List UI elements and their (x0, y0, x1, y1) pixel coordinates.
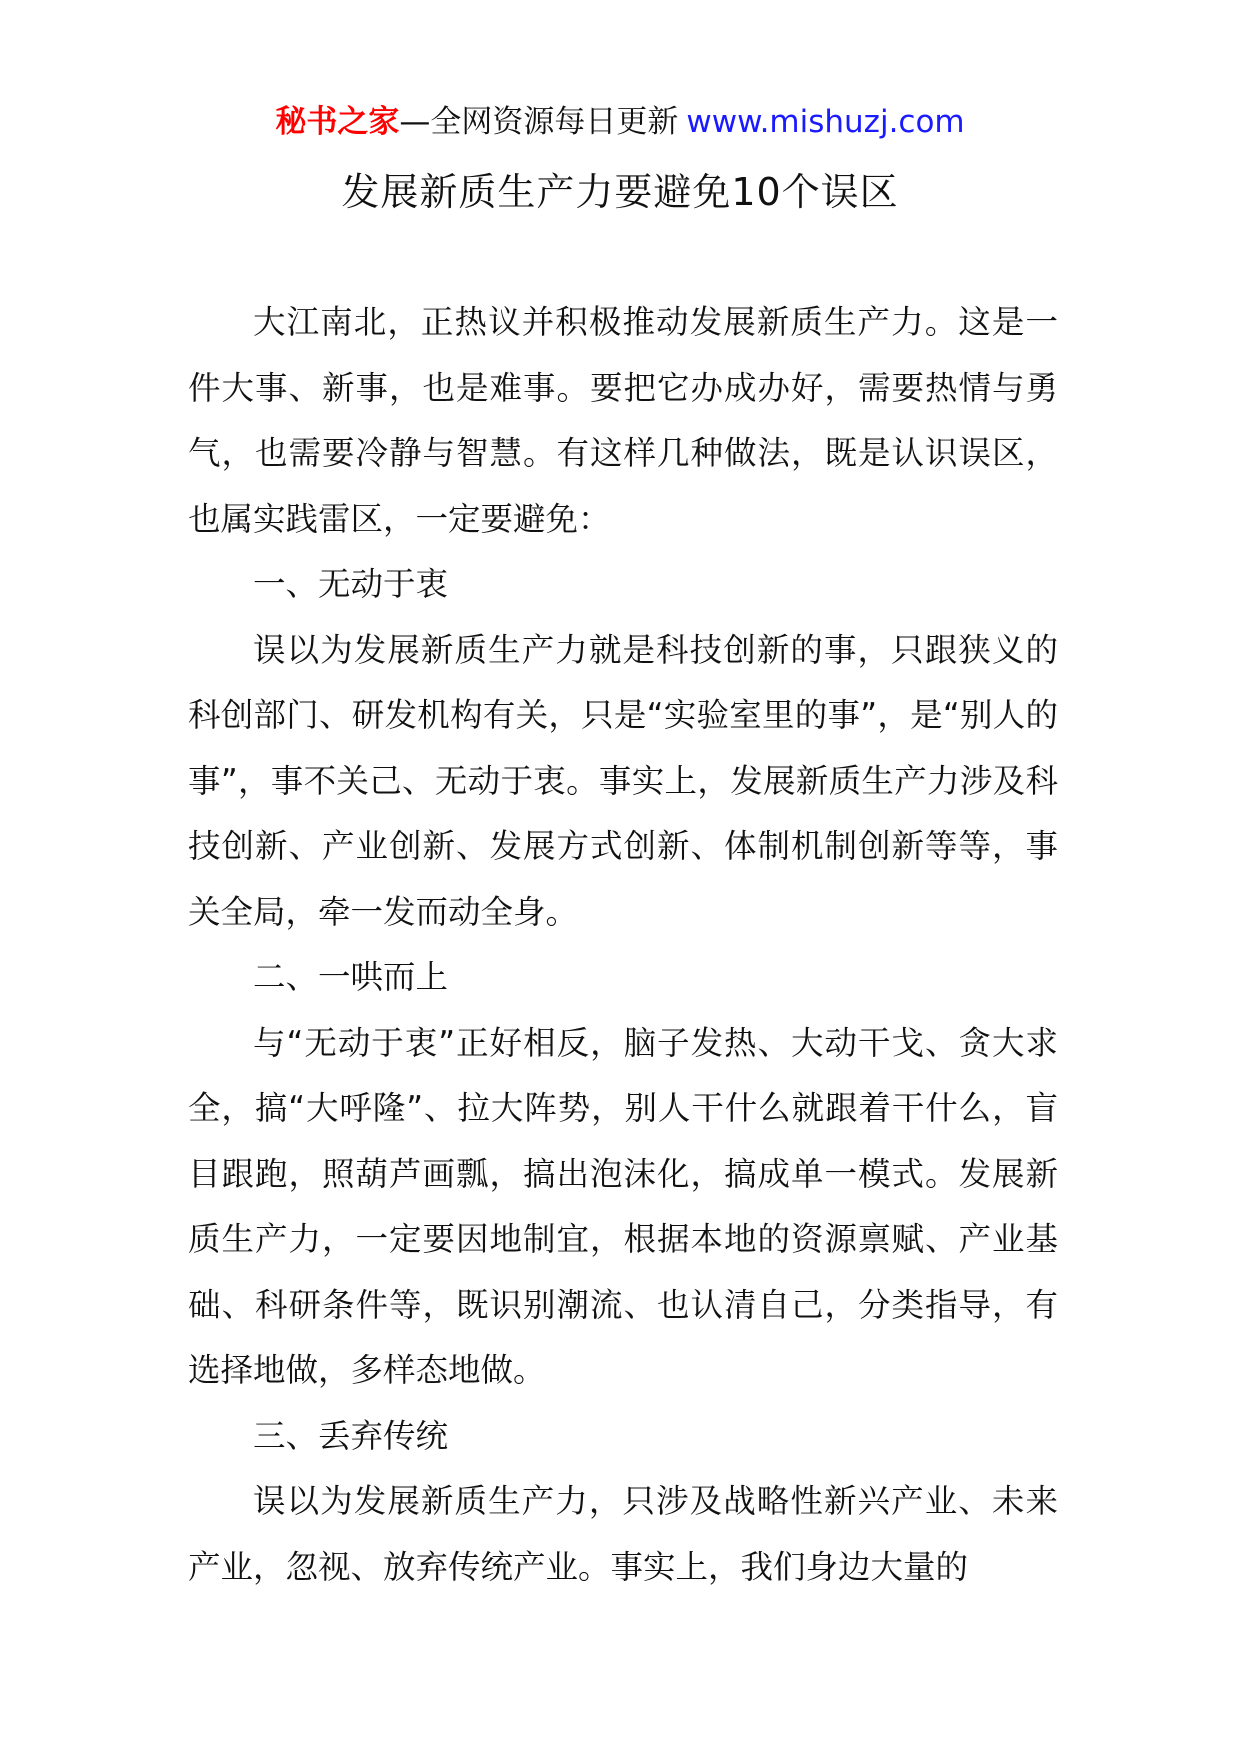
section-heading-2: 二、一哄而上 (253, 958, 449, 996)
section-paragraph-3: 误以为发展新质生产力，只涉及战略性新兴产业、未来产业，忽视、放弃传统产业。事实上，我们身边大量的 (188, 1482, 1058, 1586)
section-paragraph-2: 与“无动于衷”正好相反，脑子发热、大动干戈、贪大求全，搞“大呼隆”、拉大阵势，别人干什么就跟着干什么，盲目跟跑，照葫芦画瓢，搞出泡沫化，搞成单一模式。发展新质生产力，一定要因地制宜，根据本地的资源禀赋、产业基础、科研条件等，既识别潮流、也认清自己，分类指导，有选择地做，多样态地做。 (188, 1023, 1058, 1389)
section-paragraph-1: 误以为发展新质生产力就是科技创新的事，只跟狭义的科创部门、研发机构有关，只是“实验室里的事”，是“别人的事”，事不关己、无动于衷。事实上，发展新质生产力涉及科技创新、产业创新、发展方式创新、体制机制创新等等，事关全局，牵一发而动全身。 (188, 630, 1058, 931)
brand-name: 秘书之家 (275, 104, 400, 140)
section-heading-3: 三、丢弃传统 (253, 1416, 449, 1455)
site-header (0, 100, 1240, 144)
document-body (188, 290, 1058, 1600)
intro-paragraph: 大江南北，正热议并积极推动发展新质生产力。这是一件大事、新事，也是难事。要把它办成办好，需要热情与勇气，也需要冷静与智慧。有这样几种做法，既是认识误区，也属实践雷区，一定要避免： (188, 303, 1058, 538)
header-tagline: —全网资源每日更新 (399, 104, 679, 140)
section-heading-1: 一、无动于衷 (253, 565, 449, 603)
document-title: 发展新质生产力要避免10个误区 (341, 170, 899, 214)
site-url-link[interactable]: www.mishuzj.com (686, 104, 965, 140)
